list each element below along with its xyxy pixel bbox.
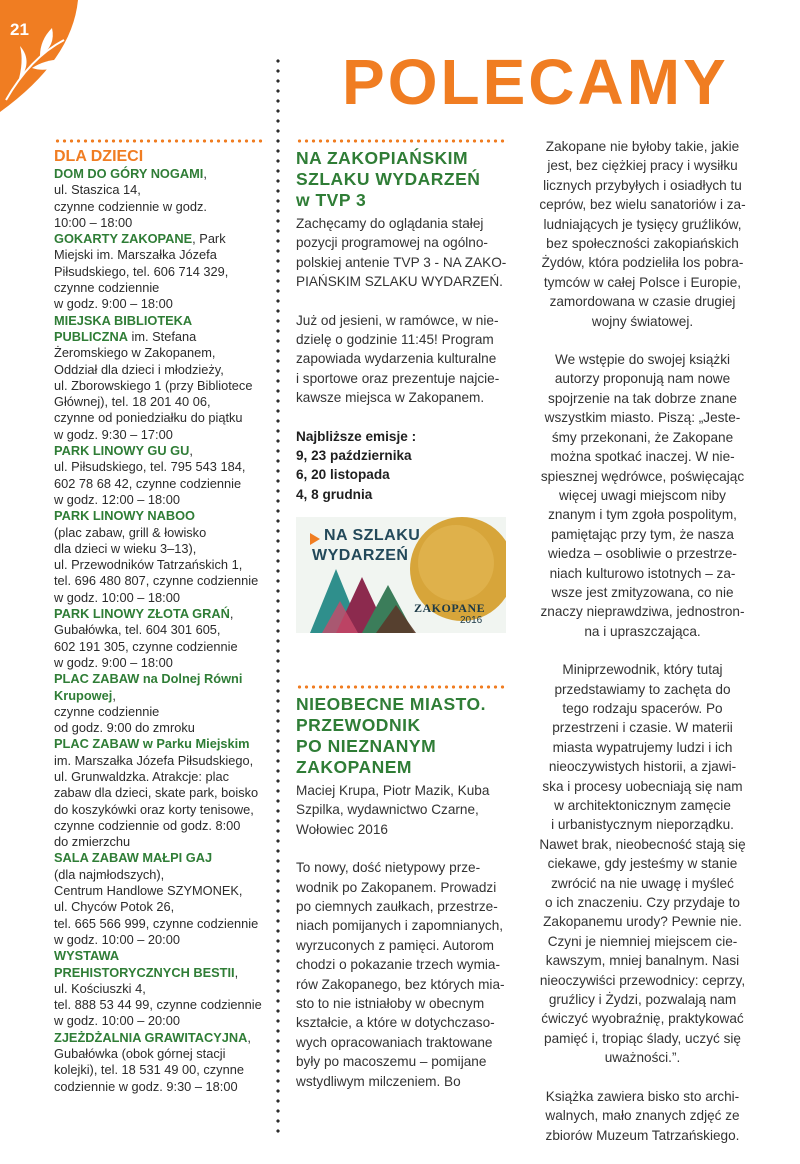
kids-item-details: im. Stefana Żeromskiego w Zakopanem, Oddział dla dzieci i młodzieży, ul. Zborowskiego 1 (przy Bibliotece Głównej), tel. 18 201 40 06, czynne od poniedziałku do piątku w godz. 9:30 – 17:00 xyxy=(54,328,253,442)
kids-list-item xyxy=(54,736,276,850)
kids-list-item xyxy=(54,231,276,312)
kids-item-details: , ul. Kościuszki 4, tel. 888 53 44 99, czynne codziennie w godz. 10:00 – 20:00 xyxy=(54,964,262,1029)
continuation-paragraph: Książka zawiera bisko sto archi- walnych, mało znanych zdjęć ze zbiorów Muzeum Tatrzańskiego. xyxy=(545,1088,740,1143)
book-paragraph: To nowy, dość nietypowy prze- wodnik po Zakopanem. Prowadzi po ciemnych zaułkach, przestrze- niach pomijanych i zapomnianych, wyrzuconych z pamięci. Autorom chodzi o pokazanie trzech wymia- rów Zakopanego, bez których mia- sto to nie istniałoby w obecnym kształcie, a które w dotychczaso- wych opracowaniach traktowane były po macoszemu – pomijane wstydliwym milczeniem. Bo xyxy=(296,860,505,1089)
kids-list-item xyxy=(54,948,276,1029)
book-continuation xyxy=(530,137,755,1164)
book-section-divider xyxy=(296,685,508,689)
tvp-heading: NA ZAKOPIAŃSKIM SZLAKU WYDARZEŃ w TVP 3 xyxy=(296,148,481,210)
continuation-paragraph: Miniprzewodnik, który tutaj przedstawiamy to zachęta do tego rodzaju spacerów. Po przestrzeni i czasie. W materii miasta wypatrujemy ludzi i ich nieoczywistych historii, a zjawi- ska i procesy uobecniają się nam w architektonicznym zamęcie i urbanistycznym nieporządku. Nawet brak, nieobecność stają się ciekawe, gdy jesteśmy w stanie zwrócić na nie uwagę i myśleć o ich znaczeniu. Czy przydaje to Zakopanemu urody? Pewnie nie. Czyni je niemniej miejscem cie- kawszym, mniej banalnym. Nasi nieoczywiści przewodnicy: ceprzy, gruźlicy i Żydzi, pozwalają nam ćwiczyć wyobraźnię, praktykować pamięć i, tropiąc ślady, uczyć się uważności.”. xyxy=(539,662,746,1066)
tvp-paragraph: Zachęcamy do oglądania stałej pozycji programowej na ogólno- polskiej antenie TVP 3 - NA ZAKO- PIAŃSKIM SZLAKU WYDARZEŃ. xyxy=(296,216,507,290)
book-credits: Maciej Krupa, Piotr Mazik, Kuba Szpilka, wydawnictwo Czarne, Wołowiec 2016 xyxy=(296,783,490,837)
kids-section-divider xyxy=(54,139,266,143)
kids-item-name: PARK LINOWY NABOO xyxy=(54,508,196,524)
kids-list-item xyxy=(54,850,276,948)
tvp-section-divider xyxy=(296,139,508,143)
kids-list xyxy=(54,166,276,1095)
corner-leaf-decoration xyxy=(0,0,115,115)
page-number: 21 xyxy=(10,20,29,39)
kids-list-item xyxy=(54,166,276,231)
tvp-paragraph: Już od jesieni, w ramówce, w nie- dzielę o godzinie 11:45! Program zapowiada wydarzenia kulturalne i sportowe oraz prezentuje najcie- kawsze miejsca w Zakopanem. xyxy=(296,312,500,406)
kids-item-name: PARK LINOWY ZŁOTA GRAŃ xyxy=(54,606,230,622)
kids-list-item xyxy=(54,313,276,443)
kids-section xyxy=(54,148,276,1095)
kids-section-title: DLA DZIECI xyxy=(54,148,144,165)
kids-item-name: SALA ZABAW MAŁPI GAJ xyxy=(54,850,213,866)
kids-item-name: WYSTAWA PREHISTORYCZNYCH BESTII xyxy=(54,948,235,980)
kids-item-details: , Gubałówka (obok górnej stacji kolejki), tel. 18 531 49 00, czynne codziennie w godz. 9:30 – 18:00 xyxy=(54,1029,251,1094)
banner-year: 2016 xyxy=(460,615,483,626)
continuation-paragraph: We wstępie do swojej książki autorzy proponują nam nowe spojrzenie na tak dobrze znane wszystkim miasto. Piszą: „Jeste- śmy przekonani, że Zakopane można spotkać inaczej. W nie- spiesznej wędrówce, poświęcając więcej uwagi miejscom niby znanym i tym zgoła pospolitym, pamiętając przy tym, że nasza wiedza – osobliwie o przestrze- niach kulturowo istotnych – za- wsze jest zmityzowana, co nie znaczy nieprawdziwa, jednostron- na i upraszczająca. xyxy=(540,352,745,639)
book-section xyxy=(296,694,508,1091)
kids-item-details: (plac zabaw, grill & łowisko dla dzieci w wieku 3–13), ul. Przewodników Tatrzańskich 1, tel. 696 480 807, czynne codziennie w godz. 10:00 – 18:00 xyxy=(54,524,259,605)
kids-item-name: ZJEŻDŻALNIA GRAWITACYJNA xyxy=(54,1029,248,1045)
book-heading: NIEOBECNE MIASTO. PRZEWODNIK PO NIEZNANYM ZAKOPANEM xyxy=(296,694,487,777)
kids-list-item xyxy=(54,606,276,671)
kids-item-details: im. Marszałka Józefa Piłsudskiego, ul. Grunwaldzka. Atrakcje: plac zabaw dla dzieci, skate park, boisko do koszykówki oraz korty tenisowe, czynne codziennie od godz. 8:00 do zmierzchu xyxy=(54,752,259,850)
kids-item-details: , ul. Piłsudskiego, tel. 795 543 184, 602 78 68 42, czynne codziennie w godz. 12:00 – 18:00 xyxy=(54,443,246,507)
kids-list-item xyxy=(54,671,276,736)
kids-item-details: , ul. Staszica 14, czynne codziennie w godz. 10:00 – 18:00 xyxy=(54,166,207,230)
na-szlaku-wydarzen-banner xyxy=(296,517,506,633)
tvp-section xyxy=(296,148,508,504)
banner-brand: ZAKOPANE xyxy=(414,601,486,615)
continuation-paragraph: Zakopane nie byłoby takie, jakie jest, bez ciężkiej pracy i wysiłku licznych przybyłych i osiadłych tu ceprów, bez wielu sanatoriów i za- ludniających je tysięcy gruźlików, bez społeczności zakopiańskich Żydów, która podzieliła los pobra- tymców w całej Polsce i Europie, zamordowana w czasie drugiej wojny światowej. xyxy=(539,139,746,329)
page-headline: POLECAMY xyxy=(342,46,729,118)
vertical-dotted-divider xyxy=(276,56,280,1136)
kids-item-details: , Gubałówka, tel. 604 301 605, 602 191 305, czynne codziennie w godz. 9:00 – 18:00 xyxy=(54,606,238,670)
kids-item-name: PLAC ZABAW w Parku Miejskim xyxy=(54,736,250,752)
banner-title-line1: NA SZLAKU xyxy=(324,527,421,544)
banner-title-line2: WYDARZEŃ xyxy=(312,547,409,564)
kids-item-details: (dla najmłodszych), Centrum Handlowe SZYMONEK, ul. Chyców Potok 26, tel. 665 566 999, czynne codziennie w godz. 10:00 – 20:00 xyxy=(54,866,259,947)
kids-list-item xyxy=(54,443,276,508)
kids-item-name: DOM DO GÓRY NOGAMI xyxy=(54,166,204,181)
kids-item-name: GOKARTY ZAKOPANE xyxy=(54,231,193,247)
kids-item-details: , czynne codziennie od godz. 9:00 do zmroku xyxy=(54,687,195,736)
tvp-emission-dates: Najbliższe emisje : 9, 23 października 6, 20 listopada 4, 8 grudnia xyxy=(296,428,417,502)
kids-item-details: , Park Miejski im. Marszałka Józefa Piłsudskiego, tel. 606 714 329, czynne codziennie w godz. 9:00 – 18:00 xyxy=(54,231,229,312)
kids-item-name: MIEJSKA BIBLIOTEKA PUBLICZNA xyxy=(54,312,193,344)
kids-list-item xyxy=(54,1030,276,1095)
kids-list-item xyxy=(54,508,276,606)
kids-item-name: PARK LINOWY GU GU xyxy=(54,443,190,459)
kids-item-name: PLAC ZABAW na Dolnej Równi Krupowej xyxy=(54,671,243,703)
